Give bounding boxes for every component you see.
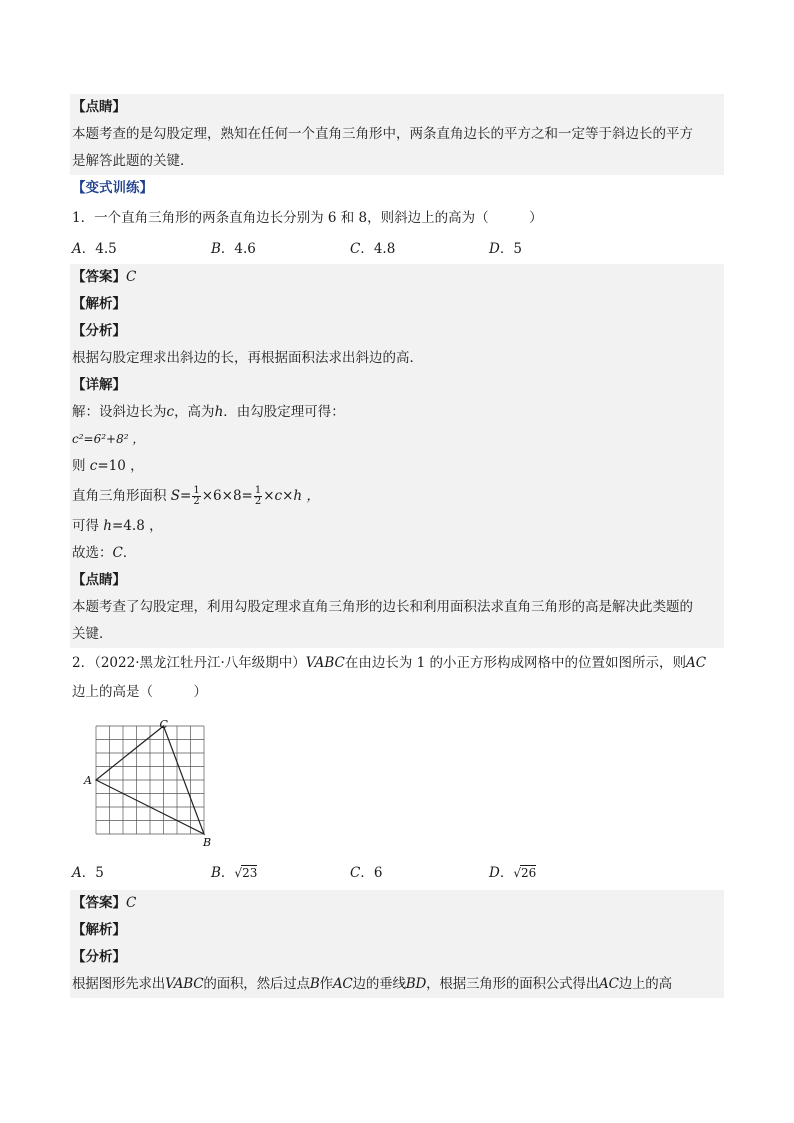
dianjing-text-line-1: 本题考查的是勾股定理，熟知在任何一个直角三角形中，两条直角边长的平方之和一定等于斜边长的平方 [72,126,693,142]
fenxi-label: 【分析】 [72,323,126,339]
question-2-stem-line-2: 边上的高是（ ） [72,684,207,700]
option-d[interactable]: D．√26 [489,865,537,881]
document-page [70,94,724,998]
dianjing-2-text-line-1: 本题考查了勾股定理，利用勾股定理求直角三角形的边长和利用面积法求直角三角形的高是解决此类题的 [72,599,693,615]
step-3: 则 c=10 ， [72,458,144,474]
answer-line [70,264,724,291]
option-c[interactable]: C．4.8 [350,241,396,257]
fraction-half-2: $\frac{1}{2}$ [254,485,262,507]
question-1-options [70,234,724,264]
dianjing-label-2: 【点睛】 [72,572,126,588]
grid-diagram [80,714,240,864]
vertex-label-b: B [203,836,212,849]
dianjing-label: 【点睛】 [72,99,126,115]
question-2-stem-line-1: 2．（2022·黑龙江牡丹江·八年级期中）VABC在由边长为 1 的小正方形构成网格中的位置如图所示，则AC [72,655,707,671]
question-1-stem: 1．一个直角三角形的两条直角边长分别为 6 和 8，则斜边上的高为（ ） [72,210,543,226]
dianjing-text-line-2: 是解答此题的关键． [72,153,194,169]
dianjing-2-text-line-2: 关键． [72,626,113,642]
answer-label: 【答案】 [72,895,126,911]
grid-lines [96,726,204,834]
step-1: 解：设斜边长为c，高为h．由勾股定理可得： [72,404,345,420]
dianjing-block-1 [70,94,724,175]
fenxi-label: 【分析】 [72,949,126,965]
fraction-half-1: $\frac{1}{2}$ [193,485,200,507]
option-a[interactable]: A．4.5 [72,241,117,257]
option-d[interactable]: D．5 [489,241,522,257]
section-title: 【变式训练】 [72,180,153,196]
step-6: 故选：C． [72,545,137,561]
xiangjie-label: 【详解】 [72,377,126,393]
fenxi-text: 根据图形先求出VABC的面积，然后过点B作AC边的垂线BD，根据三角形的面积公式得出AC边上的高 [72,976,672,992]
step-2: c²=6²+8² ， [72,432,145,446]
option-b[interactable]: B．√23 [211,865,258,881]
triangle-grid-figure [70,706,724,856]
answer-label: 【答案】 [72,269,126,285]
sqrt-sign: √ [234,866,243,880]
fenxi-text: 根据勾股定理求出斜边的长，再根据面积法求出斜边的高． [72,350,423,366]
jiexi-label: 【解析】 [72,922,126,938]
vertex-label-c: C [159,718,168,731]
option-c[interactable]: C．6 [350,865,383,881]
answer-value: C [126,895,137,911]
question-1-solution [70,264,724,648]
step-4: 直角三角形面积 S= $\frac{1}{2}$ ×6×8= $\frac{1}{2}$ ×c×h ， [72,485,320,507]
vertex-label-a: A [84,774,92,787]
sqrt-sign: √ [513,866,521,880]
question-2-solution [70,890,724,998]
answer-line [70,890,724,917]
option-b[interactable]: B．4.6 [211,241,256,257]
step-5: 可得 h=4.8 ， [72,518,163,534]
option-a[interactable]: A．5 [72,865,104,881]
jiexi-label: 【解析】 [72,296,126,312]
answer-value: C [126,269,137,285]
